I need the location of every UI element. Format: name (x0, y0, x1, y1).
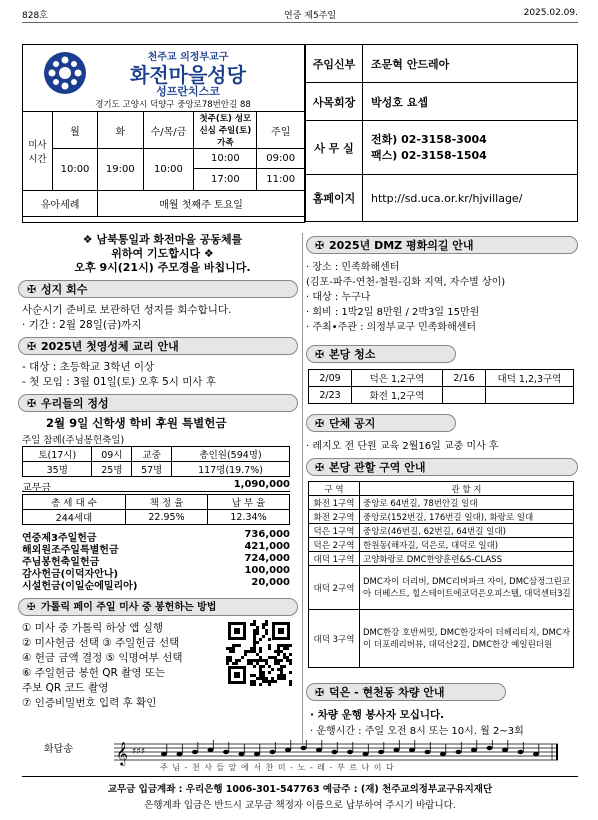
hymn-lyrics: 주 님 - 천 사 들 앞 에 서 찬 미 - 노 - 래 - 부 르 나 이 다 (160, 763, 395, 772)
district-area: 대덕 1구역 (309, 552, 360, 566)
group-body: · 레지오 전 단원 교육 2월16일 교중 미사 후 (306, 441, 499, 452)
qr-code-icon[interactable] (226, 620, 292, 686)
mon-time: 10:00 (52, 149, 97, 191)
offering-subtitle: 2월 9일 신학생 학비 후원 특별헌금 (46, 416, 227, 430)
attendance-header: 토(17시) (23, 447, 92, 462)
attendance-table (22, 446, 290, 477)
hymn-label: 화답송 (44, 744, 73, 755)
district-desc: 한원동(해자길, 덕은로, 대덕로 일대) (360, 538, 574, 552)
district-area: 덕은 1구역 (309, 524, 360, 538)
offering-item-label: 주님봉헌축일헌금 (22, 557, 100, 568)
offering-heading: ✠ 우리들의 정성 (18, 394, 298, 412)
dmz-line: · 주최•주관 : 의정부교구 민족화해센터 (306, 322, 477, 333)
dues-value-cell: 22.95% (126, 510, 208, 525)
district-desc: DMC한강 호반써밋, DMC한강자이 더헤리티지, DMC자이 더포레리버뷰, 대덕산2길, DMC한강 예일린더원 (360, 610, 574, 668)
vehicle-heading: ✠ 덕은 - 현천동 차량 안내 (306, 683, 506, 701)
infant-baptism-label: 유아세례 (23, 191, 98, 217)
district-area: 덕은 2구역 (309, 538, 360, 552)
sat-time-1: 10:00 (194, 149, 257, 169)
parish-address: 경기도 고양시 덕양구 중앙로78번안길 88 (95, 100, 251, 110)
prayer-line-2: 위하여 기도합시다 ❖ (111, 247, 214, 260)
homepage-label: 홈페이지 (306, 175, 363, 222)
liturgical-week: 연중 제5주일 (284, 11, 337, 21)
offering-item-value: 421,000 (244, 541, 290, 552)
svg-text:♯♯♯: ♯♯♯ (132, 747, 146, 757)
office-phone: 전화) 02-3158-3004 (371, 132, 487, 146)
vehicle-line-2: · 운행시간 : 주일 오전 8시 또는 10시. 월 2~3회 (310, 726, 524, 737)
dmz-heading: ✠ 2025년 DMZ 평화의길 안내 (306, 236, 578, 254)
dues-header: 납 부 율 (207, 495, 289, 510)
cross-icon: ✠ (27, 340, 37, 353)
pay-step: 주보 QR 코드 촬영 (22, 682, 109, 694)
office-fax: 팩스) 02-3158-1504 (371, 148, 487, 162)
cleaning-heading: ✠ 본당 청소 (306, 345, 456, 363)
offering-item-value: 724,000 (244, 553, 290, 564)
prayer-line-3: 오후 9시(21시) 주모경을 바칩니다. (74, 261, 251, 274)
parish-logo-icon (43, 51, 87, 95)
cleaning-date (443, 387, 486, 404)
diocese-name: 천주교 의정부교구 (147, 52, 229, 63)
district-area: 화전 2구역 (309, 510, 360, 524)
communion-target: - 대상 : 초등학교 3학년 이상 (22, 361, 155, 373)
cleaning-area (486, 387, 574, 404)
mass-time-label: 미사 시간 (23, 112, 53, 191)
dues-value-cell: 12.34% (207, 510, 289, 525)
cross-icon: ✠ (315, 686, 325, 699)
offering-item-label: 감사헌금(이덕자안나) (22, 569, 119, 580)
district-desc: 중앙로 64번길, 78번안길 일대 (360, 496, 574, 510)
communion-heading: ✠ 2025년 첫영성체 교리 안내 (18, 337, 298, 355)
office-label: 사 무 실 (306, 121, 363, 175)
sun-time-1: 09:00 (257, 149, 305, 169)
cleaning-area: 덕은 1,2구역 (352, 370, 443, 387)
attendance-label: 주일 참례(주님봉헌축일) (22, 435, 125, 446)
day-sun: 주일 (257, 112, 305, 149)
offering-item-label: 시설헌금(이일순에밀리아) (22, 581, 138, 592)
cross-icon: ✠ (315, 461, 325, 474)
attendance-value: 117명(19.7%) (172, 462, 290, 477)
pay-step: ① 미사 중 가톨릭 하상 앱 실행 (22, 622, 164, 634)
cross-icon: ✠ (27, 283, 37, 296)
parish-box (22, 44, 305, 223)
communion-first-meeting: - 첫 모임 : 3월 01일(토) 오후 5시 미사 후 (22, 376, 216, 388)
dues-value: 1,090,000 (233, 479, 290, 490)
pay-step: ④ 헌금 금액 결정 ⑤ 익명여부 선택 (22, 652, 183, 664)
infant-baptism-value: 매월 첫째주 토요일 (98, 191, 305, 217)
sat-time-2: 17:00 (194, 169, 257, 191)
district-desc: DMC자이 더리버, DMC리버파크 자이, DMC삼정그린코아 더베스트, 힐스테이트에코덕은오피스텔, 대덕센터3길 (360, 566, 574, 610)
cross-icon: ✠ (315, 239, 325, 252)
issue-date: 2025.02.09. (523, 8, 578, 18)
dmz-line: · 회비 : 1박2일 8만원 / 2박3일 15만원 (306, 307, 480, 318)
palm-body: 사순시기 준비로 보관하던 성지를 회수합니다. (22, 304, 232, 316)
tue-time: 19:00 (98, 149, 143, 191)
districts-table (308, 481, 574, 668)
footer-note: 은행계좌 입금은 반드시 교무금 책정자 이름으로 납부하여 주시기 바랍니다. (144, 800, 456, 811)
palm-period: · 기간 : 2월 28일(금)까지 (22, 319, 142, 331)
footer-account: 교무금 입금계좌 : 우리은행 1006-301-547763 예금주 : (재) 천주교의정부교구유지재단 (107, 784, 493, 795)
dues-table (22, 494, 290, 525)
attendance-header: 교중 (132, 447, 172, 462)
pay-step: ⑥ 주일헌금 봉헌 QR 촬영 또는 (22, 667, 166, 679)
district-desc: 중앙로(152번길, 176번길 일대), 화랑로 일대 (360, 510, 574, 524)
cross-icon: ✠ (315, 417, 325, 430)
offering-item-value: 736,000 (244, 529, 290, 540)
dmz-line: · 대상 : 누구나 (306, 292, 371, 303)
issue-number: 828호 (22, 11, 48, 21)
cleaning-date: 2/16 (443, 370, 486, 387)
cross-icon: ✠ (27, 397, 37, 410)
dues-header: 총 세 대 수 (23, 495, 126, 510)
day-tue: 화 (98, 112, 143, 149)
svg-text:𝄞: 𝄞 (116, 741, 128, 765)
cleaning-date: 2/23 (309, 387, 352, 404)
cleaning-area: 화전 1,2구역 (352, 387, 443, 404)
pay-step: ⑦ 인증비밀번호 입력 후 확인 (22, 697, 157, 709)
cross-icon: ✠ (27, 602, 36, 613)
offering-item-value: 20,000 (251, 577, 290, 588)
pastor-label: 주임신부 (306, 45, 363, 83)
dmz-line: · 장소 : 민족화해센터 (306, 262, 400, 273)
wed-fri-time: 10:00 (143, 149, 194, 191)
district-area: 화전 1구역 (309, 496, 360, 510)
dmz-line: (김포-파주-연천-철원-김화 지역, 자수별 상이) (306, 277, 506, 288)
council-label: 사목회장 (306, 83, 363, 121)
district-desc: 고양화랑로 DMC한양훈련&S-CLASS (360, 552, 574, 566)
districts-heading: ✠ 본당 관할 구역 안내 (306, 458, 578, 476)
prayer-line-1: ❖ 남북통일과 화전마을 공동체를 (82, 233, 243, 246)
day-mon: 월 (52, 112, 97, 149)
homepage-link[interactable]: http://sd.uca.or.kr/hjvillage/ (363, 175, 578, 222)
attendance-value: 57명 (132, 462, 172, 477)
hymn-staff (114, 740, 558, 780)
dues-label: 교무금 (22, 483, 51, 494)
parish-patron: 성프란치스코 (156, 85, 220, 98)
districts-header: 관 할 지 (360, 482, 574, 496)
sun-time-2: 11:00 (257, 169, 305, 191)
district-area: 대덕 2구역 (309, 566, 360, 610)
palm-heading: ✠ 성지 회수 (18, 280, 298, 298)
attendance-header: 09시 (92, 447, 132, 462)
pay-step: ② 미사헌금 선택 ③ 주일헌금 선택 (22, 637, 180, 649)
district-desc: 중앙로(46번길, 62번길, 64번길 일대) (360, 524, 574, 538)
prayer-notice (22, 233, 303, 275)
parish-name: 화전마을성당 (130, 63, 246, 87)
cleaning-date: 2/09 (309, 370, 352, 387)
attendance-value: 25명 (92, 462, 132, 477)
cross-icon: ✠ (315, 348, 325, 361)
issue-header (22, 6, 578, 23)
group-heading: ✠ 단체 공지 (306, 414, 456, 432)
council-name: 박성호 요셉 (363, 83, 578, 121)
attendance-value: 35명 (23, 462, 92, 477)
pastor-name: 조문혁 안드레아 (363, 45, 578, 83)
cleaning-table (308, 369, 574, 404)
day-sat: 첫주(토) 성모 신심 주일(토) 가족 (194, 112, 257, 149)
day-wed-fri: 수/목/금 (143, 112, 194, 149)
offering-item-label: 연중제3주일헌금 (22, 533, 97, 544)
dues-value-cell: 244세대 (23, 510, 126, 525)
offering-item-value: 100,000 (244, 565, 290, 576)
mass-schedule-table (22, 111, 305, 217)
district-area: 대덕 3구역 (309, 610, 360, 668)
offering-item-label: 해외원조주일특별헌금 (22, 545, 119, 556)
catholic-pay-heading: ✠ 가톨릭 페이 주일 미사 중 봉헌하는 방법 (18, 598, 298, 616)
cleaning-area: 대덕 1,2,3구역 (486, 370, 574, 387)
vehicle-line-1: · 차량 운행 봉사자 모십니다. (310, 709, 445, 721)
staff-table (305, 44, 578, 222)
attendance-header: 총인원(594명) (172, 447, 290, 462)
dues-header: 책 정 율 (126, 495, 208, 510)
districts-header: 구 역 (309, 482, 360, 496)
